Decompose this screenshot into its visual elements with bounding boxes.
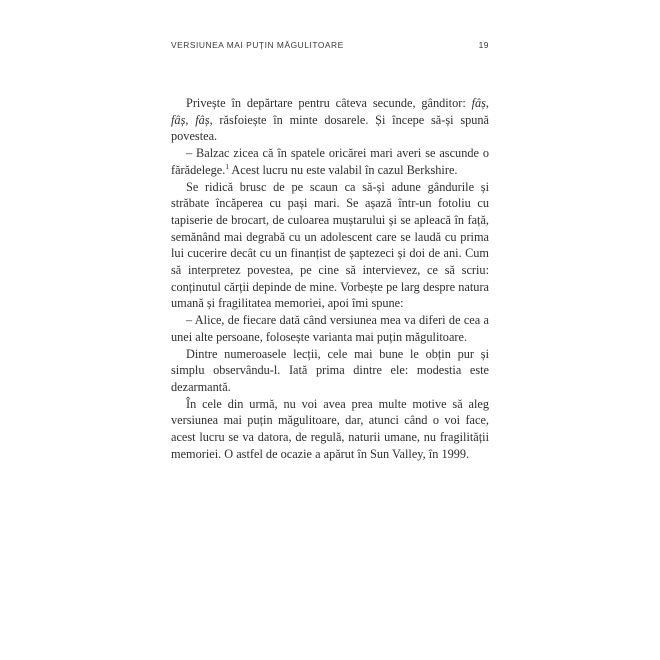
paragraph-1 bbox=[171, 95, 489, 145]
running-header bbox=[171, 40, 489, 50]
paragraph-text: – Balzac zicea că în spatele oricărei mari averi se ascunde o fărădelege. bbox=[171, 146, 489, 177]
paragraph-3: Se ridică brusc de pe scaun ca să-și adune gândurile și străbate încăperea cu pași mari. Se așază într-un fotoliu cu tapiserie de brocart, de culoarea muștarului și se apleacă în față, semănând mai degrabă cu un adolescent care se laudă cu prima lui cucerire decât cu un finanțist de șaptezeci și doi de ani. Cum să interpretez povestea, pe cine să intervievez, ce să scriu: conținutul cărții depinde de mine. Vorbește pe larg despre natura umană și fragilitatea memoriei, apoi îmi spune: bbox=[171, 179, 489, 311]
running-title: VERSIUNEA MAI PUȚIN MĂGULITOARE bbox=[171, 40, 344, 50]
footnote-marker[interactable]: 1 bbox=[225, 161, 230, 171]
paragraph-4: – Alice, de fiecare dată când versiunea mea va diferi de cea a unei alte persoane, folosește varianta mai puțin măgulitoare. bbox=[171, 313, 489, 344]
italic-onomatopoeia: fâș bbox=[195, 112, 210, 127]
paragraph-6: În cele din urmă, nu voi avea prea multe motive să aleg versiunea mai puțin măgulitoare, dar, atunci când o voi face, acest lucru se va datora, de regulă, naturii umane, nu fragilității memoriei. O astfel de ocazie a apărut în Sun Valley, în 1999. bbox=[171, 396, 489, 461]
paragraph-5: Dintre numeroasele lecții, cele mai bune le obțin pur și simplu observându-l. Iată prima dintre ele: modestia este dezarmantă. bbox=[171, 346, 489, 394]
italic-onomatopoeia: fâș bbox=[171, 112, 186, 127]
separator: , bbox=[185, 112, 196, 127]
separator: , bbox=[485, 96, 489, 110]
paragraph-text: , răsfoiește în minte dosarele. Și începe să-și spună povestea. bbox=[171, 112, 490, 144]
italic-onomatopoeia: fâș bbox=[471, 96, 486, 110]
paragraph-text: Acest lucru nu este valabil în cazul Berkshire. bbox=[229, 162, 458, 177]
page-number: 19 bbox=[478, 40, 489, 50]
paragraph-2 bbox=[171, 145, 489, 178]
paragraph-text: Privește în depărtare pentru câteva secunde, gânditor: bbox=[186, 96, 472, 110]
body-text bbox=[171, 95, 489, 462]
